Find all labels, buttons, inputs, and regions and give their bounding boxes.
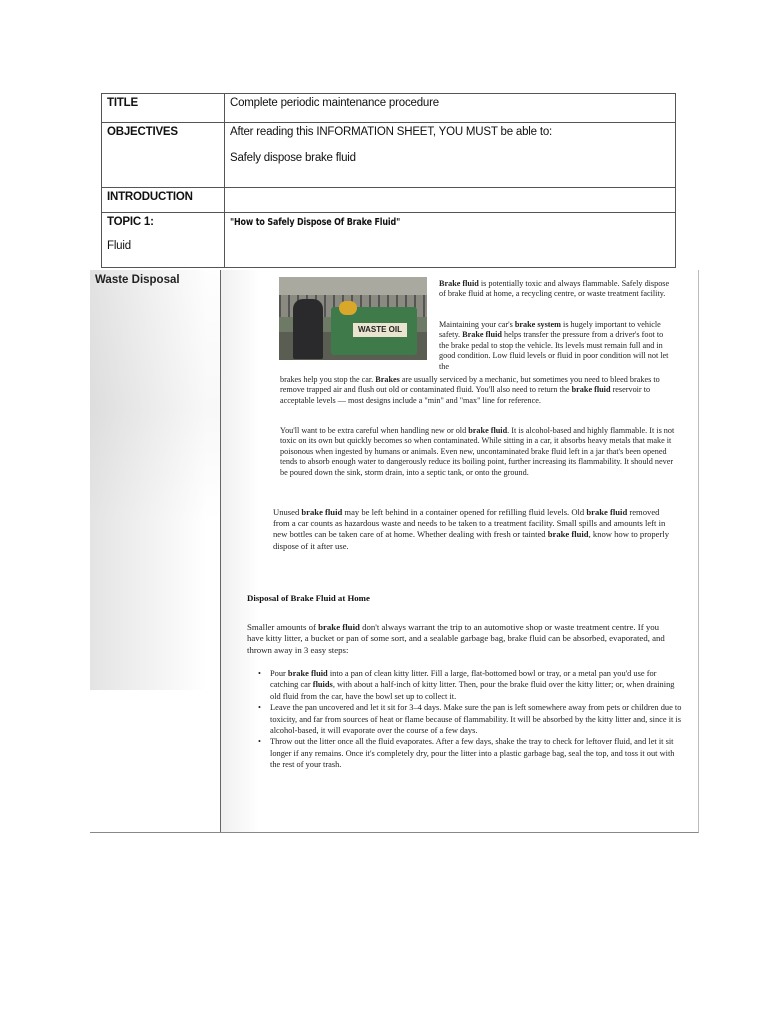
text-run: reservoir to acceptable levels — most designs include a "min" and "max" line for reference. xyxy=(280,385,651,405)
objectives-line1: After reading this INFORMATION SHEET, YOU MUST be able to: xyxy=(230,126,553,138)
paragraph-handling xyxy=(280,426,675,478)
text-bold: brake fluid xyxy=(586,507,628,517)
topic-sublabel: Fluid xyxy=(107,240,131,252)
bullet: • xyxy=(258,669,261,678)
text-run: are usually serviced by a mechanic, but sometimes you need to bleed brakes to remove trapped air and flush out old or contaminated fluid. You'll also need to return the xyxy=(280,375,660,395)
text-bold: brake fluid xyxy=(301,507,343,517)
introduction-row xyxy=(102,188,676,213)
text-run: helps transfer the pressure from a driver's foot to the brake pedal to stop the vehicle. Its levels must remain full and in good condition. Low fluid levels or fluid in poor condition will not let the xyxy=(439,330,669,371)
text-bold: brake fluid xyxy=(287,669,328,678)
paragraph-maintaining-continued xyxy=(280,375,675,406)
text-bold: Brake fluid xyxy=(462,330,502,340)
text-run: Unused xyxy=(273,507,302,517)
text-run: You'll want to be extra careful when handling new or old xyxy=(280,426,469,435)
objectives-cell xyxy=(225,123,676,188)
list-item xyxy=(258,736,686,770)
text-run: Pour xyxy=(270,669,288,678)
text-run: Throw out the litter once all the fluid evaporates. After a few days, shake the tray to check for leftover fluid, and let it sit longer if any remains. Once it's completely dry, pour the litter into a plastic garbage bag, seal the top, and toss it out with the rest of your trash. xyxy=(270,737,675,770)
bullet: • xyxy=(258,737,261,747)
info-table xyxy=(101,93,676,268)
text-bold: fluids xyxy=(312,680,333,690)
topic-value: "How to Safely Dispose Of Brake Fluid" xyxy=(230,217,401,228)
text-bold: Brake fluid xyxy=(439,279,479,288)
list-item xyxy=(258,702,686,736)
topic-cell xyxy=(102,213,225,268)
waste-disposal-sidebar xyxy=(90,270,221,832)
text-run: removed from a car counts as hazardous waste and needs to be taken to a treatment facility. Small spills and amounts left in new bottles can be taken care of at home. Whether dealing with fresh or tainted xyxy=(273,507,666,540)
text-bold: brake fluid xyxy=(318,622,360,632)
photo-person xyxy=(293,299,323,359)
text-run: don't always warrant the trip to an automotive shop or waste treatment centre. If you have kitty litter, a bucket or pan of some sort, and a sealable garbage bag, brake fluid can be absorbed, evaporated, and thrown away in 3 easy steps: xyxy=(247,622,665,655)
topic-value-cell xyxy=(225,213,676,268)
objectives-label: OBJECTIVES xyxy=(102,123,225,188)
title-label: TITLE xyxy=(102,94,225,123)
topic-row xyxy=(102,213,676,268)
introduction-value xyxy=(225,188,676,213)
steps-list xyxy=(258,668,686,771)
bullet: • xyxy=(258,703,261,713)
text-run: . It is alcohol-based and highly flammable. It is not toxic on its own but quickly becomes so when contaminated. While sitting in a car, it absorbs heavy metals that make it poisonous when ingested by humans or animals. Even new, uncontaminated brake fluid left in a jar that's been opened tends to absorb enough water to dangerously reduce its boiling point, further increasing its flammability. It should never be poured down the sink, storm drain, into a septic tank, or onto the ground. xyxy=(280,426,675,477)
text-run: Smaller amounts of xyxy=(247,622,319,632)
objectives-row xyxy=(102,123,676,188)
text-run: is potentially toxic and always flammable. Safely dispose of brake fluid at home, a recycling centre, or waste treatment facility. xyxy=(439,279,670,299)
paragraph-smaller-amounts xyxy=(247,622,677,656)
paragraph-maintaining xyxy=(439,320,675,372)
objectives-line2: Safely dispose brake fluid xyxy=(230,152,356,164)
text-bold: brake fluid xyxy=(468,426,508,435)
title-value: Complete periodic maintenance procedure xyxy=(225,94,676,123)
photo-sign: WASTE OIL xyxy=(353,323,407,337)
text-bold: Brakes xyxy=(375,375,400,384)
text-run: is hugely important to vehicle safety. xyxy=(439,320,661,340)
text-bold: brake system xyxy=(514,320,561,329)
photo-tank-lid xyxy=(339,301,357,315)
list-item xyxy=(258,668,686,702)
text-bold: brake fluid xyxy=(547,529,589,540)
topic-label: TOPIC 1: xyxy=(107,216,154,228)
text-bold: brake fluid xyxy=(571,385,611,395)
sidebar-shading xyxy=(90,270,220,690)
waste-disposal-label: Waste Disposal xyxy=(95,274,180,286)
section-subheading: Disposal of Brake Fluid at Home xyxy=(247,593,370,603)
text-run: brakes help you stop the car. xyxy=(280,375,376,384)
paragraph-unused xyxy=(273,507,675,552)
introduction-label: INTRODUCTION xyxy=(102,188,225,213)
text-run: , with about a half-inch of kitty litter. Then, pour the brake fluid over the kitty litter; or, when draining old fluid from the car, have the bowl set up to collect it. xyxy=(270,680,675,701)
text-run: , know how to properly dispose of it after use. xyxy=(273,529,670,551)
paragraph-intro xyxy=(439,279,675,300)
title-row xyxy=(102,94,676,123)
text-run: into a pan of clean kitty litter. Fill a large, flat-bottomed bowl or tray, or a metal pan you'd use for catching car xyxy=(270,669,657,690)
text-run: Leave the pan uncovered and let it sit for 3–4 days. Make sure the pan is left somewhere away from pets or children due to toxicity, and far from sources of heat or flame because of flammability. It will be absorbed by the kitty litter and, since it is alcohol-based, it will evaporate over the course of a few days. xyxy=(270,703,682,736)
text-run: Maintaining your car's xyxy=(439,320,515,329)
text-run: may be left behind in a container opened for refilling fluid levels. Old xyxy=(342,507,587,517)
waste-oil-photo xyxy=(279,277,427,360)
